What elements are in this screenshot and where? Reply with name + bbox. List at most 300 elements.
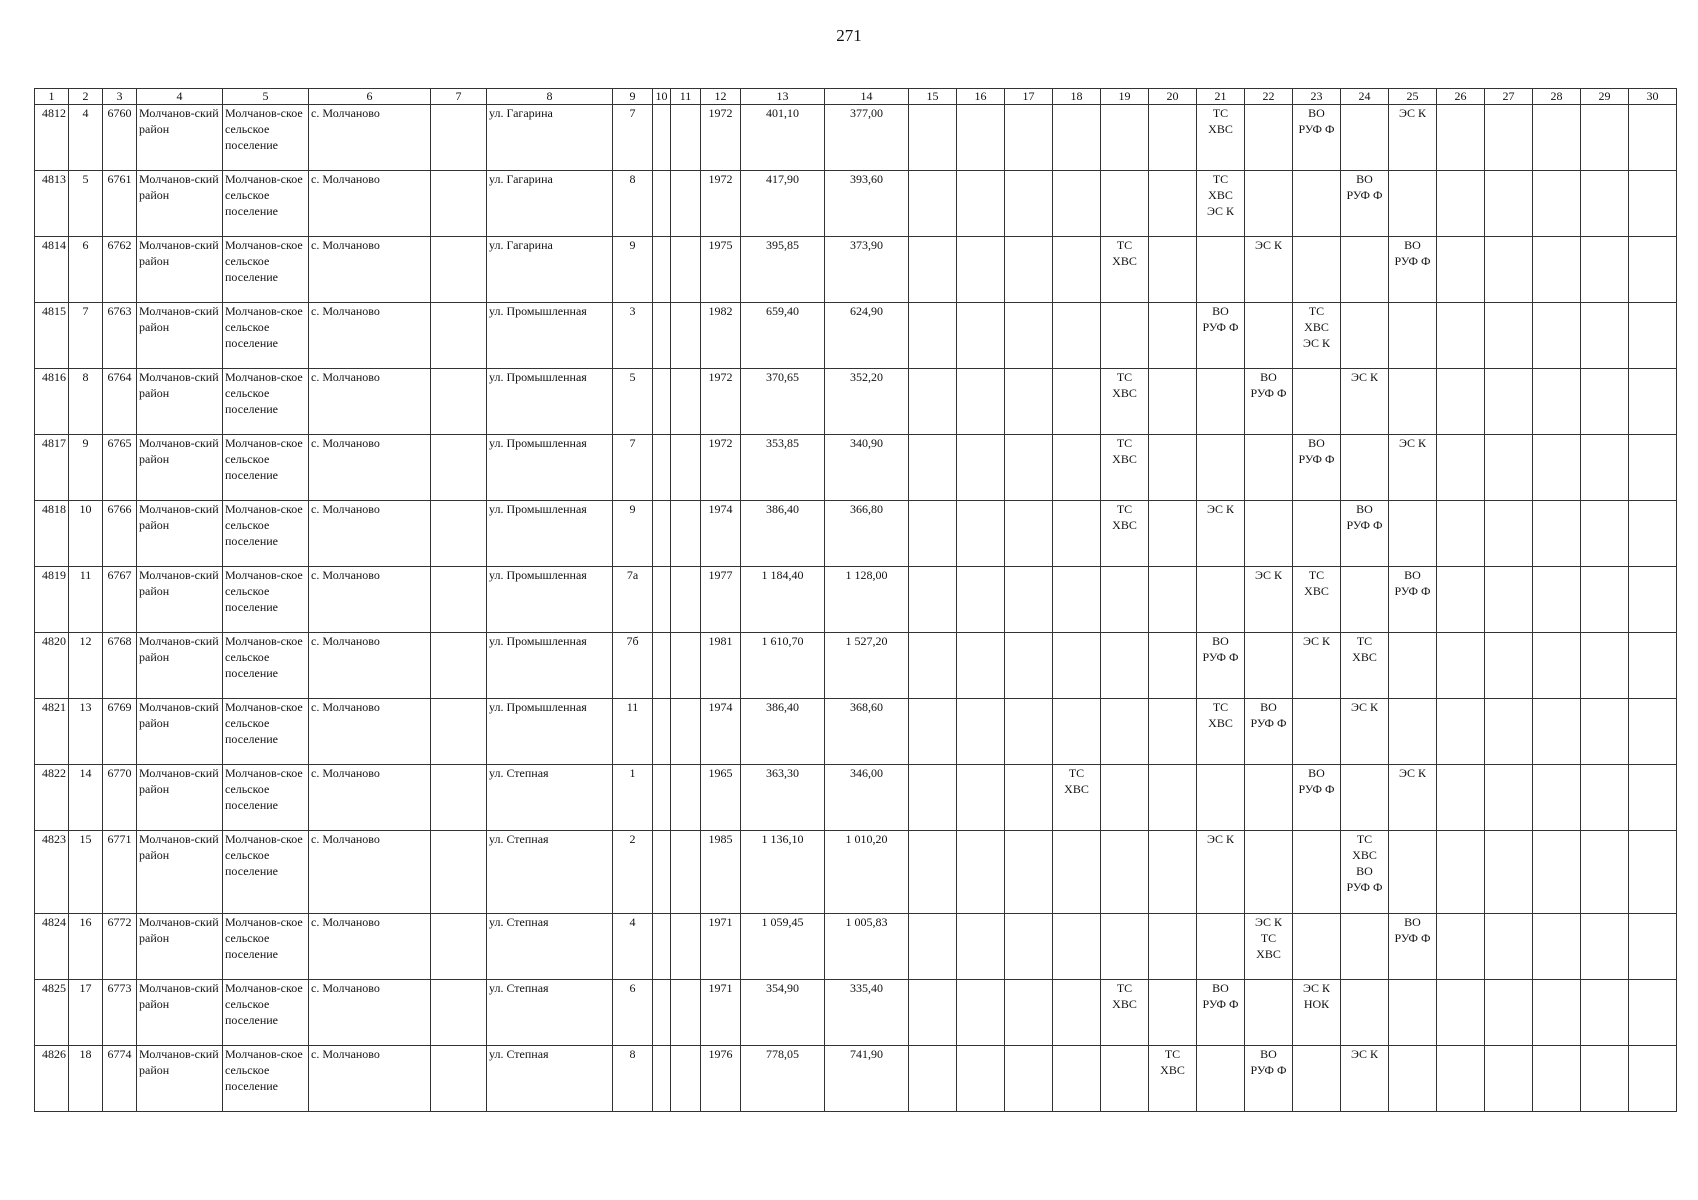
column-10-cell	[653, 699, 671, 765]
code-label: ВО	[1404, 915, 1421, 929]
column-18-cell	[1053, 171, 1101, 237]
column-22-cell	[1245, 501, 1293, 567]
column-header: 23	[1293, 89, 1341, 105]
code-label: ХВС	[1352, 848, 1377, 862]
column-28-cell	[1533, 765, 1581, 831]
column-23-cell	[1293, 699, 1341, 765]
street-cell: ул. Степная	[487, 831, 613, 914]
column-29-cell	[1581, 831, 1629, 914]
code-label: ТС	[1116, 436, 1133, 450]
column-18-cell	[1053, 1046, 1101, 1112]
row-number-cell: 4821	[35, 699, 69, 765]
column-20-cell	[1149, 303, 1197, 369]
column-23-cell	[1293, 501, 1341, 567]
locality-cell: с. Молчаново	[309, 237, 431, 303]
code-label: ТС	[1308, 304, 1325, 318]
column-17-cell	[1005, 699, 1053, 765]
column-20-cell	[1149, 831, 1197, 914]
column-27-cell	[1485, 435, 1533, 501]
column-15-cell	[909, 435, 957, 501]
street-cell: ул. Гагарина	[487, 237, 613, 303]
column-22-cell	[1245, 567, 1293, 633]
column-11-cell	[671, 1046, 701, 1112]
street-cell: ул. Степная	[487, 765, 613, 831]
column-25-cell	[1389, 501, 1437, 567]
sequence-cell: 10	[69, 501, 103, 567]
living-area-cell: 335,40	[825, 980, 909, 1046]
locality-cell: с. Молчаново	[309, 303, 431, 369]
column-16-cell	[957, 435, 1005, 501]
column-30-cell	[1629, 435, 1677, 501]
street-cell: ул. Гагарина	[487, 171, 613, 237]
column-7-cell	[431, 171, 487, 237]
column-18-cell	[1053, 765, 1101, 831]
code-label: ВО	[1356, 172, 1373, 186]
column-18-cell	[1053, 633, 1101, 699]
column-29-cell	[1581, 567, 1629, 633]
column-15-cell	[909, 633, 957, 699]
code-label: ВО	[1212, 634, 1229, 648]
column-24-cell	[1341, 831, 1389, 914]
column-7-cell	[431, 699, 487, 765]
code-label: ТС	[1116, 502, 1133, 516]
code-label: ТС	[1116, 238, 1133, 252]
code-label: ТС	[1116, 981, 1133, 995]
code-label: ЭС К	[1351, 370, 1378, 384]
column-26-cell	[1437, 1046, 1485, 1112]
register-code-cell: 6766	[103, 501, 137, 567]
column-17-cell	[1005, 1046, 1053, 1112]
column-27-cell	[1485, 567, 1533, 633]
column-18-cell	[1053, 237, 1101, 303]
row-number-cell: 4815	[35, 303, 69, 369]
year-cell: 1972	[701, 369, 741, 435]
code-label: РУФ Ф	[1250, 716, 1287, 730]
code-label: ТС	[1212, 172, 1229, 186]
column-17-cell	[1005, 369, 1053, 435]
column-header: 9	[613, 89, 653, 105]
district-cell: Молчанов-ский район	[137, 980, 223, 1046]
code-label: РУФ Ф	[1202, 997, 1239, 1011]
column-20-cell	[1149, 633, 1197, 699]
column-20-cell	[1149, 105, 1197, 171]
code-label: ХВС	[1064, 782, 1089, 796]
register-code-cell: 6762	[103, 237, 137, 303]
street-cell: ул. Промышленная	[487, 699, 613, 765]
sequence-cell: 12	[69, 633, 103, 699]
house-number-cell: 7	[613, 435, 653, 501]
column-19-cell	[1101, 567, 1149, 633]
column-26-cell	[1437, 633, 1485, 699]
house-number-cell: 9	[613, 501, 653, 567]
column-20-cell	[1149, 171, 1197, 237]
district-cell: Молчанов-ский район	[137, 369, 223, 435]
year-cell: 1977	[701, 567, 741, 633]
column-header: 17	[1005, 89, 1053, 105]
code-label: ТС	[1260, 931, 1277, 945]
row-number-cell: 4814	[35, 237, 69, 303]
district-cell: Молчанов-ский район	[137, 105, 223, 171]
column-7-cell	[431, 105, 487, 171]
column-15-cell	[909, 303, 957, 369]
column-header: 21	[1197, 89, 1245, 105]
column-20-cell	[1149, 699, 1197, 765]
code-label: ЭС К	[1255, 238, 1282, 252]
register-table	[34, 88, 1677, 1112]
sequence-cell: 14	[69, 765, 103, 831]
total-area-cell: 1 184,40	[741, 567, 825, 633]
column-11-cell	[671, 501, 701, 567]
column-19-cell	[1101, 831, 1149, 914]
column-header: 3	[103, 89, 137, 105]
column-20-cell	[1149, 435, 1197, 501]
column-27-cell	[1485, 303, 1533, 369]
column-header: 4	[137, 89, 223, 105]
house-number-cell: 5	[613, 369, 653, 435]
column-20-cell	[1149, 980, 1197, 1046]
table-row	[35, 105, 1677, 171]
column-15-cell	[909, 1046, 957, 1112]
column-17-cell	[1005, 831, 1053, 914]
column-18-cell	[1053, 699, 1101, 765]
table-row	[35, 914, 1677, 980]
year-cell: 1974	[701, 501, 741, 567]
column-29-cell	[1581, 171, 1629, 237]
row-number-cell: 4826	[35, 1046, 69, 1112]
row-number-cell: 4818	[35, 501, 69, 567]
column-header: 13	[741, 89, 825, 105]
column-24-cell	[1341, 171, 1389, 237]
column-16-cell	[957, 914, 1005, 980]
column-25-cell	[1389, 171, 1437, 237]
settlement-cell: Молчанов-ское сельское поселение	[223, 237, 309, 303]
settlement-cell: Молчанов-ское сельское поселение	[223, 699, 309, 765]
column-header: 15	[909, 89, 957, 105]
column-24-cell	[1341, 237, 1389, 303]
year-cell: 1975	[701, 237, 741, 303]
code-label: ХВС	[1304, 320, 1329, 334]
code-label: ХВС	[1304, 584, 1329, 598]
column-25-cell	[1389, 633, 1437, 699]
column-15-cell	[909, 105, 957, 171]
column-23-cell	[1293, 633, 1341, 699]
column-28-cell	[1533, 633, 1581, 699]
column-18-cell	[1053, 501, 1101, 567]
row-number-cell: 4825	[35, 980, 69, 1046]
code-label: ХВС	[1160, 1063, 1185, 1077]
column-19-cell	[1101, 105, 1149, 171]
column-29-cell	[1581, 914, 1629, 980]
column-18-cell	[1053, 303, 1101, 369]
code-label: ХВС	[1208, 122, 1233, 136]
column-10-cell	[653, 633, 671, 699]
column-11-cell	[671, 435, 701, 501]
column-20-cell	[1149, 914, 1197, 980]
column-19-cell	[1101, 237, 1149, 303]
living-area-cell: 368,60	[825, 699, 909, 765]
code-label: ТС	[1308, 568, 1325, 582]
code-label: ВО	[1212, 304, 1229, 318]
column-21-cell	[1197, 501, 1245, 567]
column-16-cell	[957, 699, 1005, 765]
column-27-cell	[1485, 1046, 1533, 1112]
living-area-cell: 393,60	[825, 171, 909, 237]
register-body	[35, 105, 1677, 1112]
column-7-cell	[431, 237, 487, 303]
column-25-cell	[1389, 831, 1437, 914]
total-area-cell: 395,85	[741, 237, 825, 303]
column-26-cell	[1437, 303, 1485, 369]
code-label: ХВС	[1112, 254, 1137, 268]
column-29-cell	[1581, 369, 1629, 435]
column-11-cell	[671, 237, 701, 303]
code-label: ВО	[1260, 700, 1277, 714]
column-24-cell	[1341, 1046, 1389, 1112]
column-23-cell	[1293, 303, 1341, 369]
column-27-cell	[1485, 105, 1533, 171]
street-cell: ул. Степная	[487, 914, 613, 980]
column-16-cell	[957, 105, 1005, 171]
column-26-cell	[1437, 980, 1485, 1046]
column-15-cell	[909, 765, 957, 831]
column-7-cell	[431, 435, 487, 501]
code-label: ЭС К	[1207, 204, 1234, 218]
locality-cell: с. Молчаново	[309, 980, 431, 1046]
house-number-cell: 8	[613, 1046, 653, 1112]
code-label: ВО	[1404, 238, 1421, 252]
settlement-cell: Молчанов-ское сельское поселение	[223, 765, 309, 831]
column-28-cell	[1533, 435, 1581, 501]
column-18-cell	[1053, 567, 1101, 633]
column-29-cell	[1581, 237, 1629, 303]
year-cell: 1985	[701, 831, 741, 914]
column-26-cell	[1437, 105, 1485, 171]
column-27-cell	[1485, 369, 1533, 435]
column-header: 26	[1437, 89, 1485, 105]
column-11-cell	[671, 369, 701, 435]
column-17-cell	[1005, 171, 1053, 237]
table-row	[35, 303, 1677, 369]
locality-cell: с. Молчаново	[309, 369, 431, 435]
column-21-cell	[1197, 1046, 1245, 1112]
column-23-cell	[1293, 435, 1341, 501]
code-label: ЭС К	[1303, 981, 1330, 995]
code-label: РУФ Ф	[1202, 320, 1239, 334]
row-number-cell: 4813	[35, 171, 69, 237]
table-row	[35, 567, 1677, 633]
locality-cell: с. Молчаново	[309, 1046, 431, 1112]
column-11-cell	[671, 171, 701, 237]
district-cell: Молчанов-ский район	[137, 914, 223, 980]
column-19-cell	[1101, 369, 1149, 435]
column-11-cell	[671, 831, 701, 914]
column-10-cell	[653, 1046, 671, 1112]
locality-cell: с. Молчаново	[309, 633, 431, 699]
column-21-cell	[1197, 105, 1245, 171]
house-number-cell: 3	[613, 303, 653, 369]
column-header: 30	[1629, 89, 1677, 105]
living-area-cell: 366,80	[825, 501, 909, 567]
register-code-cell: 6764	[103, 369, 137, 435]
house-number-cell: 6	[613, 980, 653, 1046]
column-7-cell	[431, 914, 487, 980]
year-cell: 1972	[701, 105, 741, 171]
column-27-cell	[1485, 171, 1533, 237]
column-19-cell	[1101, 765, 1149, 831]
column-19-cell	[1101, 501, 1149, 567]
column-24-cell	[1341, 699, 1389, 765]
column-22-cell	[1245, 171, 1293, 237]
row-number-cell: 4822	[35, 765, 69, 831]
code-label: ТС	[1356, 832, 1373, 846]
code-label: ЭС К	[1255, 915, 1282, 929]
column-15-cell	[909, 369, 957, 435]
sequence-cell: 8	[69, 369, 103, 435]
code-label: ЭС К	[1351, 1047, 1378, 1061]
house-number-cell: 4	[613, 914, 653, 980]
column-24-cell	[1341, 914, 1389, 980]
living-area-cell: 352,20	[825, 369, 909, 435]
column-22-cell	[1245, 1046, 1293, 1112]
register-code-cell: 6768	[103, 633, 137, 699]
total-area-cell: 1 059,45	[741, 914, 825, 980]
column-25-cell	[1389, 369, 1437, 435]
house-number-cell: 1	[613, 765, 653, 831]
code-label: ЭС К	[1255, 568, 1282, 582]
column-10-cell	[653, 567, 671, 633]
column-29-cell	[1581, 105, 1629, 171]
column-17-cell	[1005, 914, 1053, 980]
code-label: ХВС	[1112, 997, 1137, 1011]
column-30-cell	[1629, 369, 1677, 435]
column-10-cell	[653, 914, 671, 980]
column-header: 25	[1389, 89, 1437, 105]
column-11-cell	[671, 699, 701, 765]
column-23-cell	[1293, 237, 1341, 303]
total-area-cell: 1 610,70	[741, 633, 825, 699]
column-26-cell	[1437, 171, 1485, 237]
column-10-cell	[653, 501, 671, 567]
column-10-cell	[653, 171, 671, 237]
column-30-cell	[1629, 1046, 1677, 1112]
column-28-cell	[1533, 303, 1581, 369]
column-15-cell	[909, 171, 957, 237]
column-19-cell	[1101, 914, 1149, 980]
living-area-cell: 1 005,83	[825, 914, 909, 980]
column-16-cell	[957, 171, 1005, 237]
column-22-cell	[1245, 765, 1293, 831]
column-11-cell	[671, 105, 701, 171]
total-area-cell: 659,40	[741, 303, 825, 369]
column-header: 11	[671, 89, 701, 105]
column-16-cell	[957, 303, 1005, 369]
year-cell: 1976	[701, 1046, 741, 1112]
column-7-cell	[431, 980, 487, 1046]
column-11-cell	[671, 303, 701, 369]
district-cell: Молчанов-ский район	[137, 171, 223, 237]
register-code-cell: 6769	[103, 699, 137, 765]
code-label: ЭС К	[1399, 436, 1426, 450]
total-area-cell: 1 136,10	[741, 831, 825, 914]
locality-cell: с. Молчаново	[309, 435, 431, 501]
column-24-cell	[1341, 369, 1389, 435]
column-17-cell	[1005, 303, 1053, 369]
column-10-cell	[653, 980, 671, 1046]
settlement-cell: Молчанов-ское сельское поселение	[223, 105, 309, 171]
year-cell: 1974	[701, 699, 741, 765]
column-26-cell	[1437, 501, 1485, 567]
street-cell: ул. Промышленная	[487, 633, 613, 699]
column-7-cell	[431, 303, 487, 369]
street-cell: ул. Промышленная	[487, 369, 613, 435]
register-code-cell: 6761	[103, 171, 137, 237]
column-23-cell	[1293, 171, 1341, 237]
sequence-cell: 15	[69, 831, 103, 914]
column-10-cell	[653, 765, 671, 831]
column-11-cell	[671, 914, 701, 980]
column-29-cell	[1581, 699, 1629, 765]
column-27-cell	[1485, 699, 1533, 765]
column-11-cell	[671, 980, 701, 1046]
column-header: 20	[1149, 89, 1197, 105]
column-16-cell	[957, 831, 1005, 914]
column-7-cell	[431, 369, 487, 435]
column-10-cell	[653, 105, 671, 171]
column-21-cell	[1197, 699, 1245, 765]
column-11-cell	[671, 567, 701, 633]
column-24-cell	[1341, 303, 1389, 369]
street-cell: ул. Гагарина	[487, 105, 613, 171]
sequence-cell: 7	[69, 303, 103, 369]
column-28-cell	[1533, 105, 1581, 171]
column-22-cell	[1245, 831, 1293, 914]
column-10-cell	[653, 831, 671, 914]
column-21-cell	[1197, 980, 1245, 1046]
column-29-cell	[1581, 1046, 1629, 1112]
district-cell: Молчанов-ский район	[137, 831, 223, 914]
column-25-cell	[1389, 765, 1437, 831]
column-25-cell	[1389, 1046, 1437, 1112]
code-label: ТС	[1164, 1047, 1181, 1061]
locality-cell: с. Молчаново	[309, 105, 431, 171]
street-cell: ул. Промышленная	[487, 435, 613, 501]
code-label: РУФ Ф	[1298, 782, 1335, 796]
column-24-cell	[1341, 765, 1389, 831]
column-22-cell	[1245, 237, 1293, 303]
district-cell: Молчанов-ский район	[137, 501, 223, 567]
column-23-cell	[1293, 831, 1341, 914]
column-30-cell	[1629, 501, 1677, 567]
locality-cell: с. Молчаново	[309, 171, 431, 237]
column-28-cell	[1533, 831, 1581, 914]
column-25-cell	[1389, 914, 1437, 980]
column-22-cell	[1245, 633, 1293, 699]
total-area-cell: 353,85	[741, 435, 825, 501]
column-21-cell	[1197, 765, 1245, 831]
column-22-cell	[1245, 435, 1293, 501]
total-area-cell: 386,40	[741, 699, 825, 765]
column-26-cell	[1437, 914, 1485, 980]
code-label: ХВС	[1112, 452, 1137, 466]
column-27-cell	[1485, 765, 1533, 831]
column-17-cell	[1005, 105, 1053, 171]
column-17-cell	[1005, 435, 1053, 501]
code-label: ВО	[1260, 370, 1277, 384]
code-label: ВО	[1260, 1047, 1277, 1061]
code-label: ЭС К	[1303, 336, 1330, 350]
house-number-cell: 7б	[613, 633, 653, 699]
column-28-cell	[1533, 171, 1581, 237]
